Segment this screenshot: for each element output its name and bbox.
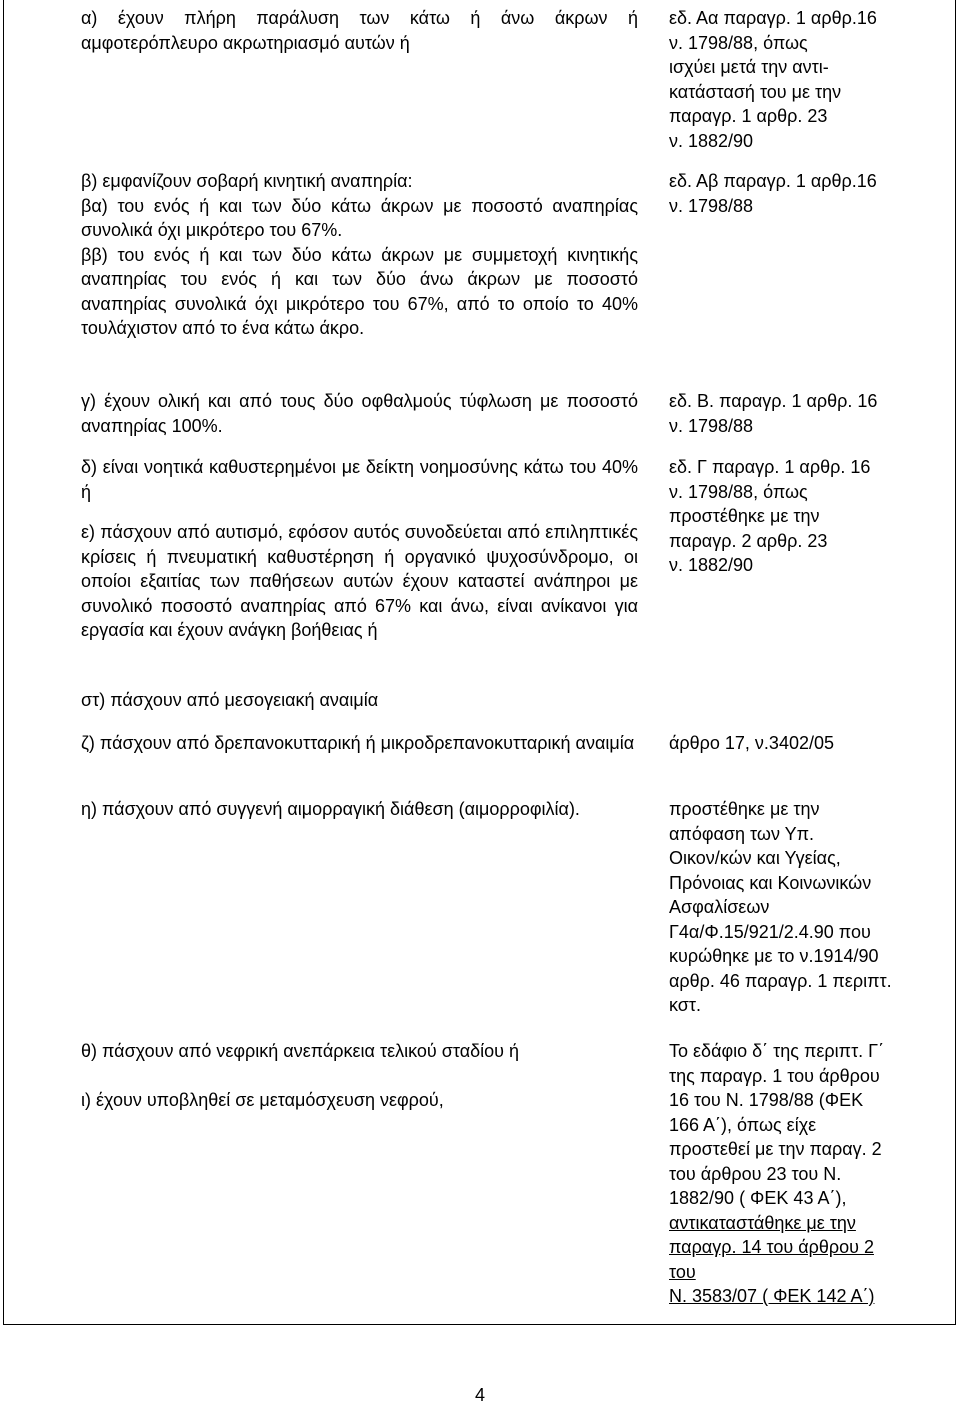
item-a: α) έχουν πλήρη παράλυση των κάτω ή άνω άκρων ή αμφοτερόπλευρο ακρωτηριασμό αυτών ή <box>81 8 638 53</box>
reference-d: εδ. Γ παραγρ. 1 αρθρ. 16 ν. 1798/88, όπως προστέθηκε με την παραγρ. 2 αρθρ. 23 ν. 1882/90 <box>669 457 871 575</box>
amendment-link: παραγρ. 14 του άρθρου 2 <box>669 1237 874 1257</box>
item-c: γ) έχουν ολική και από τους δύο οφθαλμούς τύφλωση με ποσοστό αναπηρίας 100%. <box>81 391 638 436</box>
item-i: ι) έχουν υποβληθεί σε μεταμόσχευση νεφρού, <box>81 1090 444 1110</box>
item-h: η) πάσχουν από συγγενή αιμορραγική διάθεση (αιμορροφιλία). <box>81 799 580 819</box>
reference-h: προστέθηκε με την απόφαση των Υπ. Οικον/κών και Υγείας, Πρόνοιας και Κοινωνικών Ασφαλίσεων Γ4α/Φ.15/921/2.4.90 που κυρώθηκε με το ν.1914/90 αρθρ. 46 παραγρ. 1 περιπτ. κστ. <box>669 799 892 1015</box>
item-z: ζ) πάσχουν από δρεπανοκυτταρική ή μικροδρεπανοκυτταρική αναιμία <box>81 733 635 753</box>
reference-th: Το εδάφιο δ΄ της περιπτ. Γ΄ της παραγρ. 1 του άρθρου 16 του Ν. 1798/88 (ΦΕΚ 166 Α΄), όπως είχε προστεθεί με την παραγ. 2 του άρθρου 23 του Ν. 1882/90 ( ΦΕΚ 43 Α΄), αντικαταστάθηκε με την παραγρ. 14 του άρθρου 2 του Ν. 3583/07 ( ΦΕΚ 142 Α΄) <box>669 1039 949 1309</box>
item-d: δ) είναι νοητικά καθυστερημένοι με δείκτη νοημοσύνης κάτω του 40% ή <box>81 457 638 502</box>
item-e: ε) πάσχουν από αυτισμό, εφόσον αυτός συνοδεύεται από επιληπτικές κρίσεις ή πνευματική καθυστέρηση ή οργανικό ψυχοσύνδρομο, οι οποίοι εξαιτίας των παθήσεων αυτών έχουν καταστεί ανάπηροι με συνολικό ποσοστό αναπηρίας από 67% και άνω, είναι ανίκανοι για εργασία και έχουν ανάγκη βοήθειας ή <box>81 522 638 640</box>
reference-a: εδ. Αα παραγρ. 1 αρθρ.16 ν. 1798/88, όπως ισχύει μετά την αντι- κατάστασή του με την παραγρ. 1 αρθρ. 23 ν. 1882/90 <box>669 8 877 151</box>
item-b: β) εμφανίζουν σοβαρή κινητική αναπηρία: βα) του ενός ή και των δύο κάτω άκρων με ποσοστό αναπηρίας συνολικά όχι μικρότερο του 67%. ββ) του ενός ή και των δύο κάτω άκρων με συμμετοχή κινητικής αναπηρίας του ενός ή και των δύο άνω άκρων με ποσοστό αναπηρίας συνολικά όχι μικρότερο του 67%, από το οποίο το 40% τουλάχιστον από το ένα κάτω άκρο. <box>81 171 638 338</box>
item-th: θ) πάσχουν από νεφρική ανεπάρκεια τελικού σταδίου ή <box>81 1041 519 1061</box>
page-number: 4 <box>474 1385 485 1405</box>
amendment-link: αντικαταστάθηκε με την <box>669 1212 856 1233</box>
item-st: στ) πάσχουν από μεσογειακή αναιμία <box>81 690 379 710</box>
reference-b: εδ. Αβ παραγρ. 1 αρθρ.16 ν. 1798/88 <box>669 171 877 216</box>
amendment-link: του <box>669 1261 696 1282</box>
reference-z: άρθρο 17, ν.3402/05 <box>669 733 834 753</box>
amendment-link: Ν. 3583/07 ( ΦΕΚ 142 Α΄) <box>669 1286 875 1306</box>
reference-c: εδ. Β. παραγρ. 1 αρθρ. 16 ν. 1798/88 <box>669 391 878 436</box>
